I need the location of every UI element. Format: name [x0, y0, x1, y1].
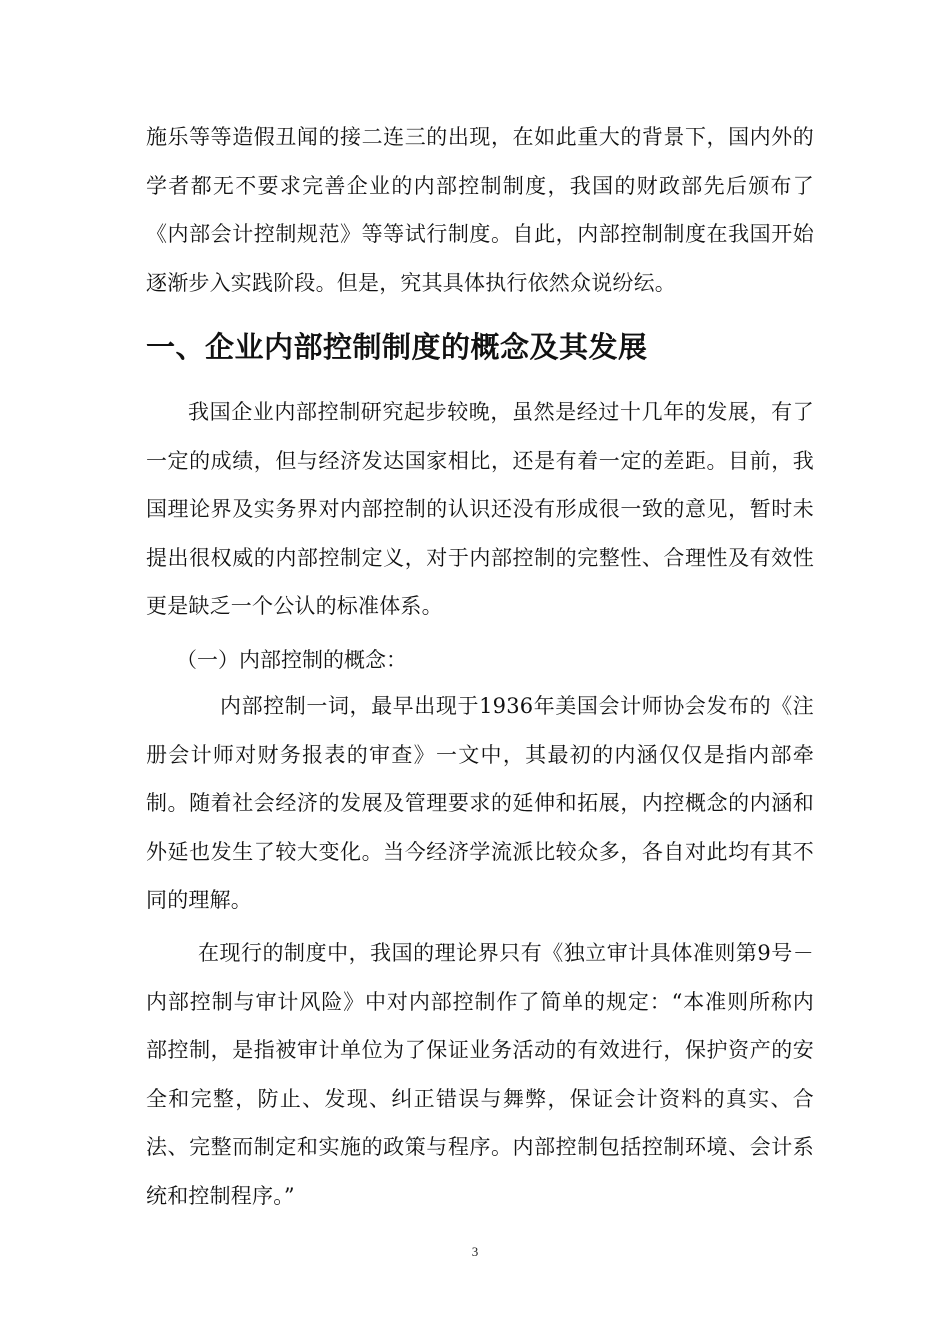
section-one-intro-paragraph: 我国企业内部控制研究起步较晚，虽然是经过十几年的发展，有了一定的成绩，但与经济发达国家相比，还是有着一定的差距。目前，我国理论界及实务界对内部控制的认识还没有形成很一致的意见，暂时未提出很权威的内部控制定义，对于内部控制的完整性、合理性及有效性更是缺乏一个公认的标准体系。: [146, 400, 814, 618]
concept-origin-paragraph: 内部控制一词，最早出现于1936年美国会计师协会发布的《注册会计师对财务报表的审查》一文中，其最初的内涵仅仅是指内部牵制。随着社会经济的发展及管理要求的延伸和拓展，内控概念的内涵和外延也发生了较大变化。当今经济学流派比较众多，各自对此均有其不同的理解。: [146, 694, 814, 912]
page-number: 3: [471, 1244, 479, 1259]
current-definition-paragraph: 在现行的制度中，我国的理论界只有《独立审计具体准则第9号－内部控制与审计风险》中对内部控制作了简单的规定：“本准则所称内部控制，是指被审计单位为了保证业务活动的有效进行，保护资产的安全和完整，防止、发现、纠正错误与舞弊，保证会计资料的真实、合法、完整而制定和实施的政策与程序。内部控制包括控制环境、会计系统和控制程序。”: [146, 941, 814, 1208]
section-one-heading: 一、企业内部控制制度的概念及其发展: [146, 330, 648, 364]
intro-continuation-paragraph: 施乐等等造假丑闻的接二连三的出现，在如此重大的背景下，国内外的学者都无不要求完善企业的内部控制制度，我国的财政部先后颁布了《内部会计控制规范》等等试行制度。自此，内部控制制度在我国开始逐渐步入实践阶段。但是，究其具体执行依然众说纷纭。: [146, 125, 814, 295]
subsection-one-heading: （一）内部控制的概念：: [176, 648, 407, 672]
